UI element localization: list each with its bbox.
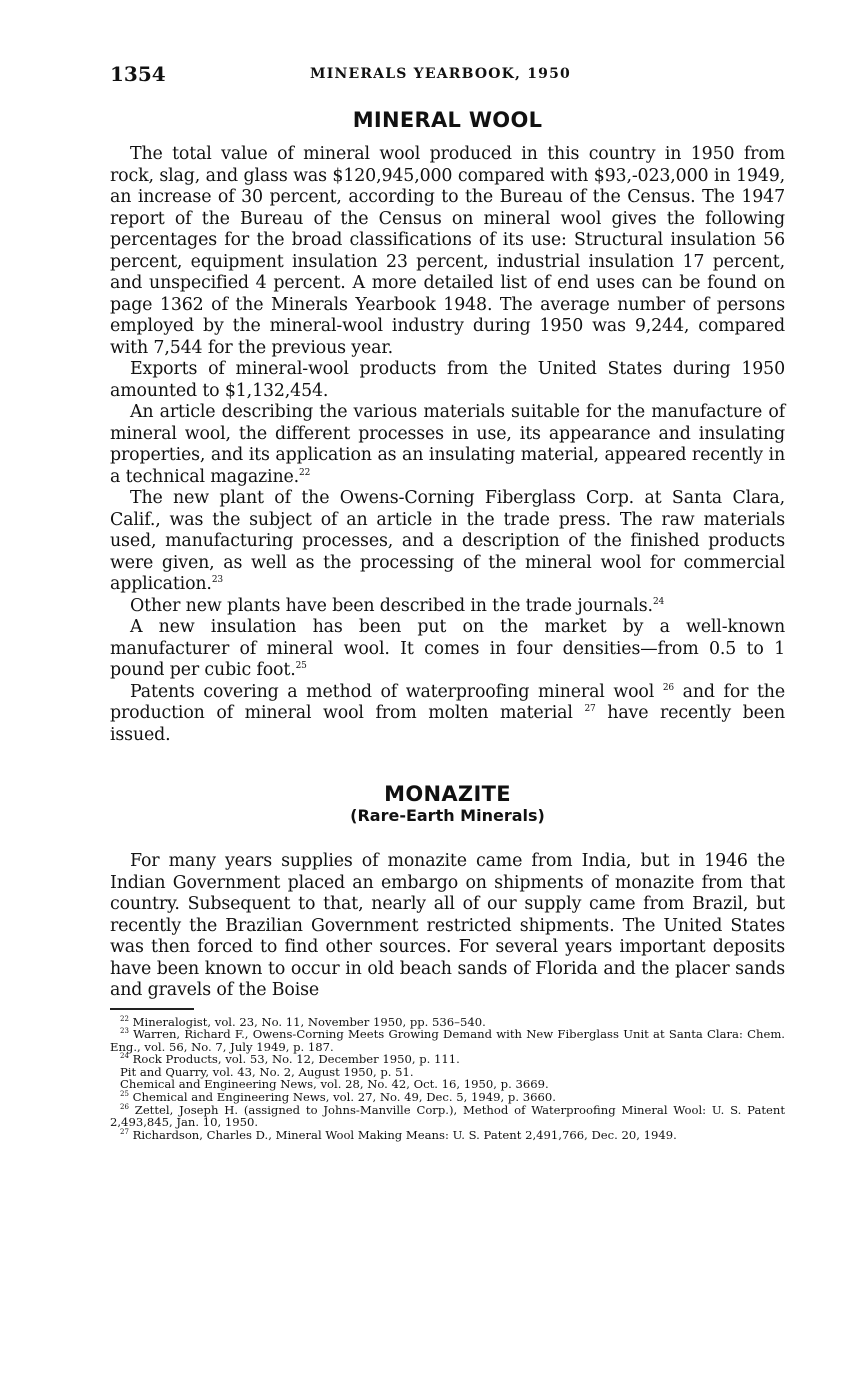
section-title-monazite: MONAZITE xyxy=(384,782,511,806)
page xyxy=(110,62,785,1141)
section-title-mineral-wool: MINERAL WOOL xyxy=(352,108,543,132)
mineral-wool-body xyxy=(110,144,785,746)
paragraph: Patents covering a method of waterproofing mineral wool $^{26}$ and for the production of mineral wool from molten material $^{27}$ have recently been issued. xyxy=(110,681,785,745)
footnote-ref: 23 xyxy=(211,575,223,586)
paragraph: The new plant of the Owens-Corning Fiberglass Corp. at Santa Clara, Calif., was the subject of an article in the trade press. The raw materials used, manufacturing processes, and a description of the finished products were given, as well as the processing of the mineral wool for commercial application.$^{23}$ xyxy=(110,488,785,594)
paragraph: An article describing the various materials suitable for the manufacture of mineral wool, the different processes in use, its appearance and insulating properties, and its application as an insulating material, appeared recently in a technical magazine.$^{22}$ xyxy=(110,402,785,487)
paragraph: A new insulation has been put on the market by a well-known manufacturer of mineral wool. It comes in four densities—from 0.5 to 1 pound per cubic foot.$^{25}$ xyxy=(110,617,785,680)
footnote-ref: 22 xyxy=(299,467,311,478)
footnotes xyxy=(110,1016,785,1142)
footnote: $^{27}$ Richardson, Charles D., Mineral Wool Making Means: U. S. Patent 2,491,766, Dec. 20, 1949. xyxy=(120,1127,677,1142)
running-title: MINERALS YEARBOOK, 1950 xyxy=(310,66,571,82)
page-number: 1354 xyxy=(110,62,166,86)
footnote: $^{26}$ Zettel, Joseph H. (assigned to Johns-Manville Corp.), Method of Waterproofing Mineral Wool: U. S. Patent 2,493,845, Jan. 10, 1950. xyxy=(110,1102,786,1130)
section-subtitle: (Rare-Earth Minerals) xyxy=(350,806,545,825)
footnote: $^{23}$ Warren, Richard F., Owens-Corning Meets Growing Demand with New Fiberglass Unit at Santa Clara: Chem. Eng., vol. 56, No. 7, July 1949, p. 187. xyxy=(110,1027,785,1054)
paragraph: The total value of mineral wool produced in this country in 1950 from rock, slag, and glass was $120,945,000 compared with $93,-023,000 in 1949, an increase of 30 percent, according to the Bureau of the Census. The 1947 report of the Bureau of the Census on mineral wool gives the following percentages for the broad classifications of its use: Structural insulation 56 percent, equipment insulation 23 percent, industrial insulation 17 percent, and unspecified 4 percent. A more detailed list of end uses can be found on page 1362 of the Minerals Yearbook 1948. The average number of persons employed by the mineral-wool industry during 1950 was 9,244, compared with 7,544 for the previous year. xyxy=(110,144,785,358)
footnote-ref: 27 xyxy=(584,704,596,715)
paragraph: Exports of mineral-wool products from the United States during 1950 amounted to $1,132,454. xyxy=(110,359,785,401)
footnote-ref: 26 xyxy=(662,682,674,693)
footnote-ref: 25 xyxy=(295,661,307,672)
footnote: $^{24}$ Rock Products, vol. 53, No. 12, December 1950, p. 111. xyxy=(120,1052,460,1067)
paragraph: For many years supplies of monazite came from India, but in 1946 the Indian Government placed an embargo on shipments of monazite from that country. Subsequent to that, nearly all of our supply came from Brazil, but recently the Brazilian Government restricted shipments. The United States was then forced to find other sources. For several years important deposits have been known to occur in old beach sands of Florida and the placer sands and gravels of the Boise xyxy=(110,851,785,1000)
footnote: $^{25}$ Chemical and Engineering News, vol. 27, No. 49, Dec. 5, 1949, p. 3660. xyxy=(120,1090,556,1105)
running-head xyxy=(110,62,785,94)
paragraph: Other new plants have been described in the trade journals.$^{24}$ xyxy=(130,595,665,616)
footnote: $^{22}$ Mineralogist, vol. 23, No. 11, November 1950, pp. 536–540. xyxy=(120,1014,486,1029)
footnote-ref: 24 xyxy=(652,596,665,607)
footnote: Pit and Quarry, vol. 43, No. 2, August 1950, p. 51. xyxy=(120,1064,414,1079)
footnote-divider xyxy=(110,1008,194,1010)
footnote: Chemical and Engineering News, vol. 28, No. 42, Oct. 16, 1950, p. 3669. xyxy=(120,1077,549,1092)
